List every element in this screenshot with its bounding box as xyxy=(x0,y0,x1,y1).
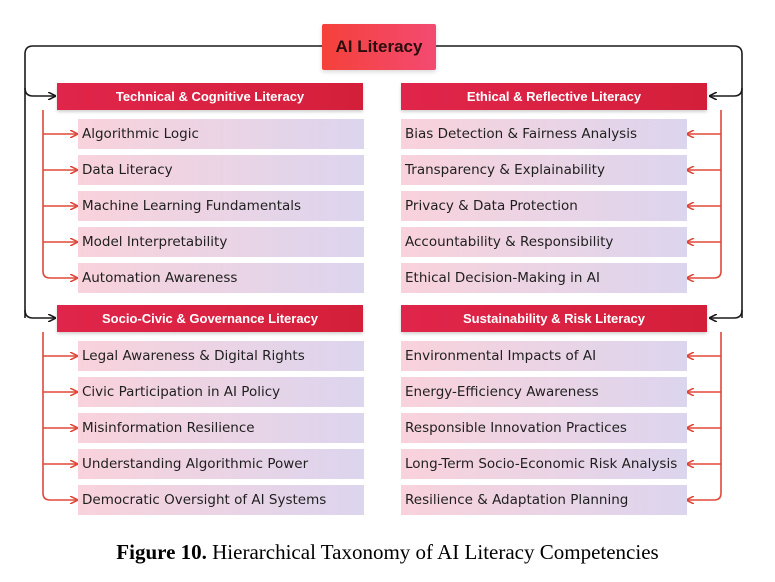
list-item: Model Interpretability xyxy=(78,227,364,257)
list-item: Ethical Decision-Making in AI xyxy=(401,263,687,293)
list-item: Automation Awareness xyxy=(78,263,364,293)
figure-label: Figure 10. xyxy=(116,540,207,564)
figure-caption-text: Hierarchical Taxonomy of AI Literacy Competencies xyxy=(206,540,659,564)
item-bracket-trunk xyxy=(43,332,50,500)
sustainability-items xyxy=(401,341,687,521)
group-header-technical: Technical & Cognitive Literacy xyxy=(57,83,363,110)
group-header-ethical: Ethical & Reflective Literacy xyxy=(401,83,707,110)
list-item: Energy-Efficiency Awareness xyxy=(401,377,687,407)
list-item: Machine Learning Fundamentals xyxy=(78,191,364,221)
item-bracket-trunk xyxy=(43,110,50,278)
list-item: Algorithmic Logic xyxy=(78,119,364,149)
list-item: Transparency & Explainability xyxy=(401,155,687,185)
arrow-to-technical xyxy=(25,88,55,96)
item-bracket-trunk xyxy=(714,332,721,500)
list-item: Responsible Innovation Practices xyxy=(401,413,687,443)
socio-civic-items xyxy=(78,341,364,521)
list-item: Resilience & Adaptation Planning xyxy=(401,485,687,515)
figure-caption xyxy=(0,540,775,565)
list-item: Environmental Impacts of AI xyxy=(401,341,687,371)
technical-items xyxy=(78,119,364,299)
list-item: Bias Detection & Fairness Analysis xyxy=(401,119,687,149)
list-item: Legal Awareness & Digital Rights xyxy=(78,341,364,371)
item-bracket-trunk xyxy=(714,110,721,278)
list-item: Accountability & Responsibility xyxy=(401,227,687,257)
arrow-to-ethical xyxy=(710,88,742,96)
root-node-ai-literacy: AI Literacy xyxy=(322,24,436,70)
arrow-to-sustainability xyxy=(710,310,742,318)
list-item: Privacy & Data Protection xyxy=(401,191,687,221)
group-header-socio-civic: Socio-Civic & Governance Literacy xyxy=(57,305,363,332)
list-item: Understanding Algorithmic Power xyxy=(78,449,364,479)
list-item: Misinformation Resilience xyxy=(78,413,364,443)
list-item: Data Literacy xyxy=(78,155,364,185)
arrow-to-socio xyxy=(25,310,55,318)
list-item: Civic Participation in AI Policy xyxy=(78,377,364,407)
list-item: Democratic Oversight of AI Systems xyxy=(78,485,364,515)
group-header-sustainability: Sustainability & Risk Literacy xyxy=(401,305,707,332)
ethical-items xyxy=(401,119,687,299)
list-item: Long-Term Socio-Economic Risk Analysis xyxy=(401,449,687,479)
